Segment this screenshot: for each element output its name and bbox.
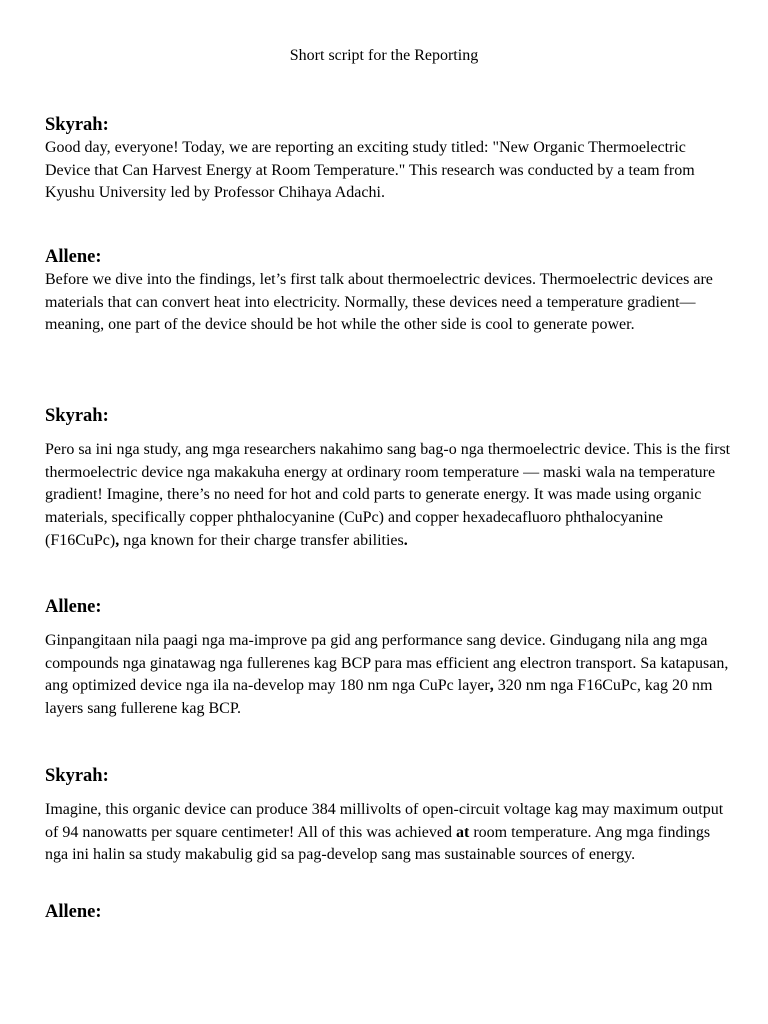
- speaker-name: Allene:: [45, 902, 102, 922]
- dialogue-text: Before we dive into the findings, let’s first talk about thermoelectric devices. Thermoelectric devices are materials that can convert heat into electricity. Normally, these devices need a temperature gradient—meaning, one part of the device should be hot while the other side is cool to generate power.: [45, 271, 713, 334]
- text-run: Pero sa ini nga study, ang mga researchers nakahimo sang bag-o nga thermoelectric device. This is the first thermoelectric device nga makakuha energy at ordinary room temperature — maski wala na temperature gradient! Imagine, there’s no need for hot and cold parts to generate energy. It was made using organic materials, specifically copper phthalocyanine (CuPc) and copper hexadecafluoro phthalocyanine (F16CuPc): [45, 441, 731, 549]
- text-run: 320 nm nga F16CuPc, kag 20 nm layers sang fullerene kag BCP.: [45, 677, 713, 718]
- dialogue-section: [45, 245, 735, 337]
- speaker-name: Allene:: [45, 597, 102, 617]
- text-run: Ginpangitaan nila paagi nga ma-improve pa gid ang performance sang device. Gindugang nila ang mga compounds nga ginatawag nga fullerenes kag BCP para mas efficient ang electron transport. Sa katapusan, ang optimized device nga ila na-develop may 180 nm nga CuPc layer: [45, 632, 729, 695]
- dialogue-text: Good day, everyone! Today, we are reporting an exciting study titled: "New Organic Thermoelectric Device that Can Harvest Energy at Room Temperature." This research was conducted by a team from Kyushu University led by Professor Chihaya Adachi.: [45, 139, 695, 202]
- dialogue-text: [45, 439, 735, 553]
- speaker-name: Skyrah:: [45, 406, 109, 426]
- bold-run: .: [403, 531, 408, 549]
- text-run: Imagine, this organic device can produce 384 millivolts of open-circuit voltage kag may maximum output of 94 nanowatts per square centimeter! All of this was achieved: [45, 801, 724, 841]
- document-title: Short script for the Reporting: [289, 47, 479, 64]
- bold-run: ,: [489, 677, 494, 695]
- speaker-name: Allene:: [45, 247, 102, 267]
- speaker-name: Skyrah:: [45, 766, 109, 786]
- text-run: nga known for their charge transfer abilities: [119, 531, 404, 549]
- dialogue-section: [45, 113, 735, 205]
- bold-run: ,: [115, 531, 120, 549]
- text-run: room temperature. Ang mga findings nga ini halin sa study makabulig gid sa pag-develop sang mas sustainable sources of energy.: [45, 823, 711, 864]
- bold-run: at: [455, 823, 470, 841]
- dialogue-text: [45, 799, 735, 867]
- dialogue-text: [45, 630, 735, 721]
- speaker-name: Skyrah:: [45, 115, 109, 135]
- dialogue-section: [45, 404, 735, 553]
- dialogue-section: [45, 595, 735, 721]
- dialogue-section: [45, 764, 735, 867]
- dialogue-section: [45, 900, 735, 924]
